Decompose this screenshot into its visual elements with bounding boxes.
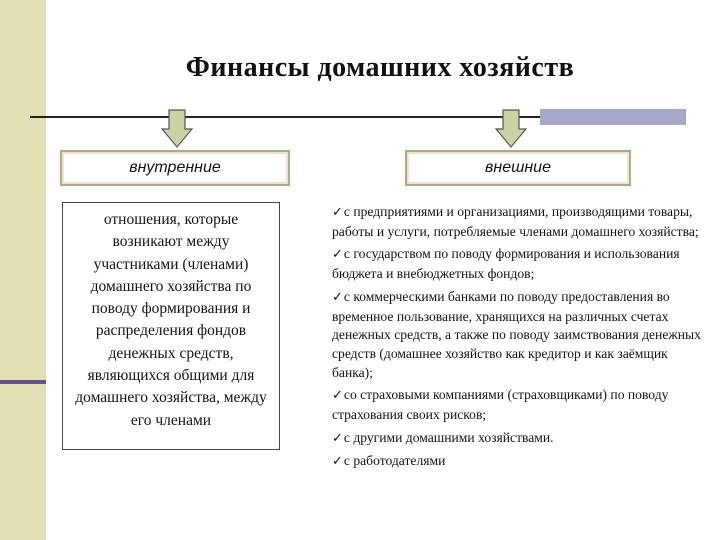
list-item-text: с государством по поводу формирования и использования бюджета и внебюджетных фондов; xyxy=(332,246,680,282)
list-item xyxy=(332,203,704,241)
decorative-bar xyxy=(540,109,686,125)
left-accent-mark xyxy=(0,380,46,384)
down-arrow-icon xyxy=(494,109,528,149)
list-item xyxy=(332,288,704,383)
down-arrow-icon xyxy=(160,109,194,149)
internal-definition-box xyxy=(62,202,280,450)
list-item xyxy=(332,386,704,424)
list-item-text: с работодателями xyxy=(343,453,446,469)
left-decorative-band xyxy=(0,0,46,540)
list-item-text: с другими домашними хозяйствами. xyxy=(343,429,554,445)
list-item-text: с коммерческими банками по поводу предоставления во временное пользование, хранящихся на различных счетах денежных средств, а также по поводу заимствования денежных средств (домашнее хозяйство как кредитор и как заёмщик банка); xyxy=(332,288,701,380)
check-icon: ✓ xyxy=(332,205,343,220)
check-icon: ✓ xyxy=(332,289,343,305)
external-header xyxy=(405,150,631,186)
external-relations-list xyxy=(332,203,704,476)
connector-line xyxy=(30,116,540,118)
list-item-text: с предприятиями и организациями, производящими товары, работы и услуги, потребляемые членами домашнего хозяйства; xyxy=(332,204,699,239)
list-item xyxy=(332,429,704,449)
list-item-text: со страховыми компаниями (страховщиками) по поводу страхования своих рисков; xyxy=(332,387,669,423)
check-icon: ✓ xyxy=(332,247,343,263)
list-item xyxy=(332,452,704,472)
check-icon: ✓ xyxy=(332,388,343,404)
check-icon: ✓ xyxy=(332,430,343,446)
list-item xyxy=(332,245,704,283)
internal-header-label: внутренние xyxy=(129,159,221,176)
internal-header xyxy=(60,150,290,186)
external-header-label: внешние xyxy=(485,159,551,176)
internal-definition-text: отношения, которые возникают между участниками (членами) домашнего хозяйства по поводу формирования и распределения фондов денежных средств, являющихся общими для домашнего хозяйства, между его членами xyxy=(75,211,267,429)
page-title: Финансы домашних хозяйств xyxy=(185,52,575,83)
check-icon: ✓ xyxy=(332,454,343,470)
